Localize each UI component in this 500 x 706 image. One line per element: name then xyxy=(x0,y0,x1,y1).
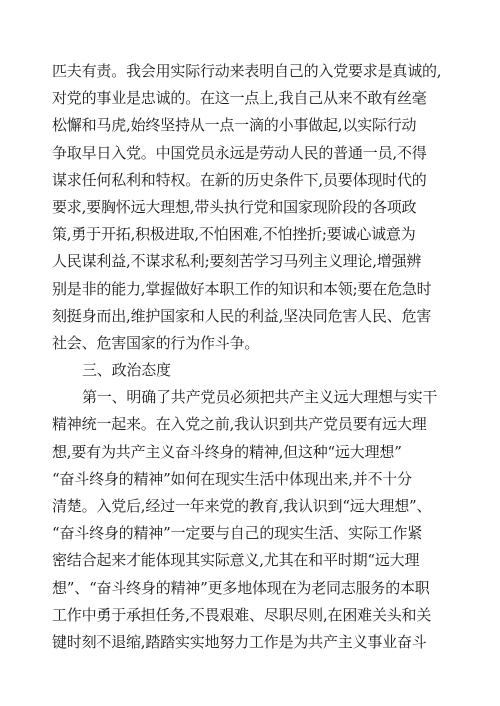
text-line: 想,要有为共产主义奋斗终身的精神,但这种“远大理想” xyxy=(52,442,402,461)
section-heading: 三、政治态度 xyxy=(82,361,171,380)
text-line: 人民谋利益,不谋求私利;要刻苦学习马列主义理论,增强辨 xyxy=(52,252,422,271)
text-line: 松懈和马虎,始终坚持从一点一滴的小事做起,以实际行动 xyxy=(52,116,417,135)
text-line: 要求,要胸怀远大理想,带头执行党和国家现阶段的各项政 xyxy=(52,197,417,216)
text-line: 匹夫有责。我会用实际行动来表明自己的入党要求是真诚的, xyxy=(52,62,442,80)
text-line: 清楚。入党后,经过一年来党的教育,我认识到“远大理想”、 xyxy=(52,497,432,515)
text-line: 谋求任何私利和特权。在新的历史条件下,员要体现时代的 xyxy=(52,170,427,189)
text-line: 键时刻不退缩,踏踏实实地努力工作是为共产主义事业奋斗 xyxy=(52,632,427,651)
text-line: 密结合起来才能体现其实际意义,尤其在和平时期“远大理 xyxy=(52,551,420,570)
text-line: “奋斗终身的精神”如何在现实生活中体现出来,并不十分 xyxy=(52,469,412,488)
text-line: 争取早日入党。中国党员永远是劳动人民的普通一员,不得 xyxy=(52,143,427,162)
paragraph-first-line: 第一、明确了共产党员必须把共产主义远大理想与实干 xyxy=(82,388,438,407)
text-line: 社会、危害国家的行为作斗争。 xyxy=(52,333,260,352)
text-line: 刻挺身而出,维护国家和人民的利益,坚决同危害人民、危害 xyxy=(52,306,432,325)
document-page xyxy=(52,58,448,656)
text-line: 策,勇于开拓,积极进取,不怕困难,不怕挫折;要诚心诚意为 xyxy=(52,225,416,244)
text-line: 对党的事业是忠诚的。在这一点上,我自己从来不敢有丝毫 xyxy=(52,89,427,108)
text-line: 别是非的能力,掌握做好本职工作的知识和本领;要在危急时 xyxy=(52,279,432,298)
text-line: 想”、“奋斗终身的精神”更多地体现在为老同志服务的本职 xyxy=(52,578,430,597)
text-line: 工作中勇于承担任务,不畏艰难、尽职尽则,在困难关头和关 xyxy=(52,605,432,624)
text-line: “奋斗终身的精神”一定要与自己的现实生活、实际工作紧 xyxy=(52,524,423,543)
text-line: 精神统一起来。在入党之前,我认识到共产党员要有远大理 xyxy=(52,415,427,434)
